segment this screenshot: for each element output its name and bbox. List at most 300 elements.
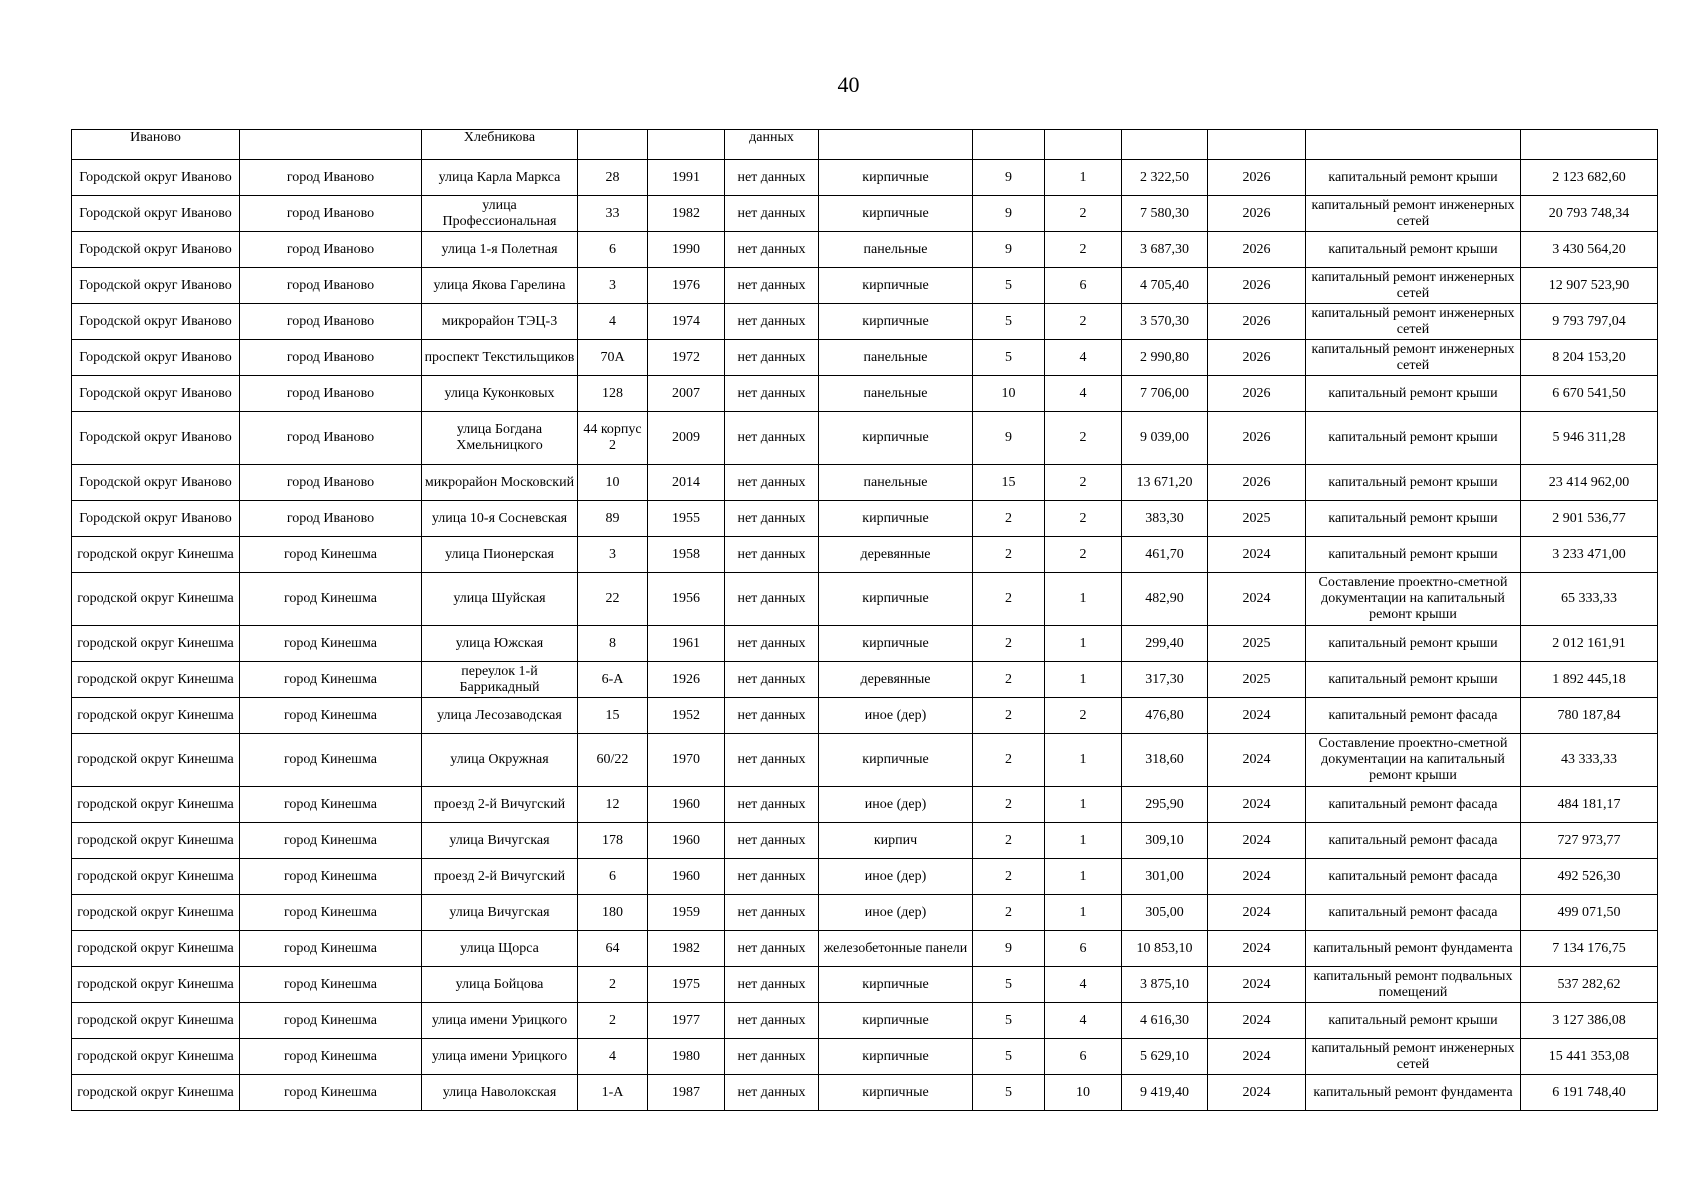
- cell-street: проспект Текстильщиков: [422, 340, 578, 376]
- cell-year-privatization: нет данных: [725, 304, 819, 340]
- cell-year-privatization: нет данных: [725, 232, 819, 268]
- cell-planned-year: 2026: [1208, 465, 1306, 501]
- table-row: [72, 859, 1658, 895]
- cell-planned-year: 2024: [1208, 1039, 1306, 1075]
- table-row: [72, 931, 1658, 967]
- table-row: [72, 573, 1658, 626]
- cell-house-number: 8: [578, 626, 648, 662]
- cell-planned-year: 2024: [1208, 895, 1306, 931]
- cell-settlement: город Кинешма: [240, 573, 422, 626]
- cell-area: 3 875,10: [1122, 967, 1208, 1003]
- cell-area: 299,40: [1122, 626, 1208, 662]
- cell-settlement: город Кинешма: [240, 1003, 422, 1039]
- cell-settlement: город Иваново: [240, 160, 422, 196]
- cell-cost: 780 187,84: [1521, 698, 1658, 734]
- cell-year-privatization: нет данных: [725, 1039, 819, 1075]
- cell-wall-material: кирпичные: [819, 573, 973, 626]
- cell-planned-year: 2024: [1208, 787, 1306, 823]
- cell-entrances: 2: [1045, 537, 1122, 573]
- cell-municipality: Городской округ Иваново: [72, 304, 240, 340]
- cell-area: 482,90: [1122, 573, 1208, 626]
- table-row: [72, 501, 1658, 537]
- cell-street: улица Вичугская: [422, 895, 578, 931]
- cell-floors: [973, 130, 1045, 160]
- cell-municipality: Городской округ Иваново: [72, 232, 240, 268]
- cell-cost: 5 946 311,28: [1521, 412, 1658, 465]
- cell-year-built: 1926: [648, 662, 725, 698]
- cell-wall-material: кирпичные: [819, 268, 973, 304]
- cell-year-privatization: нет данных: [725, 931, 819, 967]
- cell-year-privatization: нет данных: [725, 573, 819, 626]
- cell-wall-material: иное (дер): [819, 787, 973, 823]
- cell-year-built: 2007: [648, 376, 725, 412]
- cell-area: 4 705,40: [1122, 268, 1208, 304]
- cell-entrances: 2: [1045, 196, 1122, 232]
- table-row: [72, 232, 1658, 268]
- cell-wall-material: кирпичные: [819, 967, 973, 1003]
- cell-work-type: капитальный ремонт фасада: [1306, 859, 1521, 895]
- cell-street: улица Шуйская: [422, 573, 578, 626]
- housing-repair-table: [71, 129, 1658, 1111]
- cell-year-built: 1972: [648, 340, 725, 376]
- cell-entrances: 2: [1045, 412, 1122, 465]
- cell-work-type: капитальный ремонт инженерных сетей: [1306, 196, 1521, 232]
- cell-wall-material: деревянные: [819, 537, 973, 573]
- cell-year-privatization: нет данных: [725, 501, 819, 537]
- table-row: [72, 268, 1658, 304]
- cell-entrances: 10: [1045, 1075, 1122, 1111]
- cell-work-type: капитальный ремонт крыши: [1306, 465, 1521, 501]
- cell-year-privatization: нет данных: [725, 967, 819, 1003]
- cell-floors: 5: [973, 1003, 1045, 1039]
- table-row: [72, 1075, 1658, 1111]
- cell-settlement: город Кинешма: [240, 662, 422, 698]
- cell-municipality: городской округ Кинешма: [72, 573, 240, 626]
- cell-entrances: 1: [1045, 626, 1122, 662]
- table-row: [72, 698, 1658, 734]
- cell-year-built: 1970: [648, 734, 725, 787]
- cell-house-number: 12: [578, 787, 648, 823]
- cell-work-type: Составление проектно-сметной документации на капитальный ремонт крыши: [1306, 734, 1521, 787]
- cell-year-privatization: нет данных: [725, 1003, 819, 1039]
- cell-floors: 5: [973, 1039, 1045, 1075]
- cell-year-built: 2014: [648, 465, 725, 501]
- cell-street: улица Карла Маркса: [422, 160, 578, 196]
- cell-floors: 5: [973, 967, 1045, 1003]
- cell-floors: 5: [973, 268, 1045, 304]
- cell-area: 9 419,40: [1122, 1075, 1208, 1111]
- cell-settlement: город Кинешма: [240, 1075, 422, 1111]
- cell-area: 4 616,30: [1122, 1003, 1208, 1039]
- cell-house-number: 1-А: [578, 1075, 648, 1111]
- cell-wall-material: кирпичные: [819, 1039, 973, 1075]
- cell-entrances: 4: [1045, 1003, 1122, 1039]
- cell-floors: 9: [973, 931, 1045, 967]
- cell-settlement: город Кинешма: [240, 734, 422, 787]
- cell-wall-material: железобетонные панели: [819, 931, 973, 967]
- cell-floors: 2: [973, 895, 1045, 931]
- cell-area: 5 629,10: [1122, 1039, 1208, 1075]
- cell-municipality: городской округ Кинешма: [72, 1003, 240, 1039]
- cell-settlement: город Кинешма: [240, 537, 422, 573]
- cell-year-built: 1982: [648, 931, 725, 967]
- cell-municipality: Иваново: [72, 130, 240, 160]
- cell-municipality: городской округ Кинешма: [72, 698, 240, 734]
- cell-year-privatization: нет данных: [725, 465, 819, 501]
- cell-floors: 2: [973, 859, 1045, 895]
- cell-year-built: 1955: [648, 501, 725, 537]
- cell-street: улица Вичугская: [422, 823, 578, 859]
- cell-settlement: город Иваново: [240, 412, 422, 465]
- cell-area: 309,10: [1122, 823, 1208, 859]
- cell-house-number: 64: [578, 931, 648, 967]
- cell-municipality: Городской округ Иваново: [72, 196, 240, 232]
- table-row: [72, 626, 1658, 662]
- cell-settlement: город Кинешма: [240, 967, 422, 1003]
- cell-area: 3 570,30: [1122, 304, 1208, 340]
- cell-wall-material: кирпичные: [819, 196, 973, 232]
- cell-floors: 2: [973, 698, 1045, 734]
- cell-street: улица Лесозаводская: [422, 698, 578, 734]
- cell-street: улица 10-я Сосневская: [422, 501, 578, 537]
- cell-cost: 2 123 682,60: [1521, 160, 1658, 196]
- cell-wall-material: панельные: [819, 376, 973, 412]
- cell-floors: 9: [973, 196, 1045, 232]
- cell-year-built: 1960: [648, 787, 725, 823]
- cell-year-privatization: нет данных: [725, 376, 819, 412]
- table-row: [72, 967, 1658, 1003]
- cell-entrances: 2: [1045, 232, 1122, 268]
- cell-year-privatization: нет данных: [725, 859, 819, 895]
- table-row: [72, 376, 1658, 412]
- cell-cost: 3 127 386,08: [1521, 1003, 1658, 1039]
- cell-municipality: городской округ Кинешма: [72, 537, 240, 573]
- cell-area: 295,90: [1122, 787, 1208, 823]
- cell-settlement: город Иваново: [240, 501, 422, 537]
- cell-planned-year: 2026: [1208, 340, 1306, 376]
- cell-municipality: городской округ Кинешма: [72, 1075, 240, 1111]
- cell-cost: 15 441 353,08: [1521, 1039, 1658, 1075]
- cell-work-type: капитальный ремонт инженерных сетей: [1306, 268, 1521, 304]
- cell-year-privatization: нет данных: [725, 895, 819, 931]
- cell-area: 10 853,10: [1122, 931, 1208, 967]
- cell-year-built: 1990: [648, 232, 725, 268]
- cell-year-built: 1958: [648, 537, 725, 573]
- cell-entrances: 4: [1045, 967, 1122, 1003]
- cell-house-number: 4: [578, 1039, 648, 1075]
- cell-cost: 9 793 797,04: [1521, 304, 1658, 340]
- cell-planned-year: 2024: [1208, 1003, 1306, 1039]
- cell-cost: 65 333,33: [1521, 573, 1658, 626]
- table-row: [72, 1039, 1658, 1075]
- cell-floors: 2: [973, 823, 1045, 859]
- table-row: [72, 823, 1658, 859]
- cell-floors: 9: [973, 232, 1045, 268]
- cell-planned-year: 2024: [1208, 734, 1306, 787]
- cell-floors: 9: [973, 160, 1045, 196]
- cell-house-number: 60/22: [578, 734, 648, 787]
- cell-municipality: Городской округ Иваново: [72, 376, 240, 412]
- cell-settlement: город Иваново: [240, 376, 422, 412]
- cell-area: 301,00: [1122, 859, 1208, 895]
- table-row: [72, 895, 1658, 931]
- table-row: [72, 130, 1658, 160]
- table-row: [72, 1003, 1658, 1039]
- cell-year-privatization: нет данных: [725, 340, 819, 376]
- cell-area: 317,30: [1122, 662, 1208, 698]
- cell-street: улица имени Урицкого: [422, 1039, 578, 1075]
- cell-year-built: 1977: [648, 1003, 725, 1039]
- cell-area: 383,30: [1122, 501, 1208, 537]
- cell-area: 2 990,80: [1122, 340, 1208, 376]
- cell-cost: 2 901 536,77: [1521, 501, 1658, 537]
- cell-settlement: город Кинешма: [240, 1039, 422, 1075]
- cell-year-built: [648, 130, 725, 160]
- cell-floors: 2: [973, 573, 1045, 626]
- cell-planned-year: 2024: [1208, 1075, 1306, 1111]
- cell-street: улица имени Урицкого: [422, 1003, 578, 1039]
- cell-street: улица Богдана Хмельницкого: [422, 412, 578, 465]
- cell-year-privatization: нет данных: [725, 626, 819, 662]
- cell-settlement: город Кинешма: [240, 895, 422, 931]
- cell-planned-year: 2025: [1208, 501, 1306, 537]
- cell-cost: [1521, 130, 1658, 160]
- cell-entrances: 2: [1045, 501, 1122, 537]
- cell-street: улица Якова Гарелина: [422, 268, 578, 304]
- cell-floors: 2: [973, 537, 1045, 573]
- cell-work-type: капитальный ремонт крыши: [1306, 662, 1521, 698]
- cell-year-privatization: данных: [725, 130, 819, 160]
- table-row: [72, 465, 1658, 501]
- cell-work-type: капитальный ремонт крыши: [1306, 1003, 1521, 1039]
- cell-wall-material: панельные: [819, 340, 973, 376]
- cell-planned-year: 2026: [1208, 232, 1306, 268]
- cell-municipality: городской округ Кинешма: [72, 967, 240, 1003]
- page-number: 40: [837, 72, 860, 97]
- cell-planned-year: 2026: [1208, 268, 1306, 304]
- cell-work-type: капитальный ремонт крыши: [1306, 537, 1521, 573]
- cell-entrances: 2: [1045, 698, 1122, 734]
- table-row: [72, 662, 1658, 698]
- table-row: [72, 304, 1658, 340]
- cell-wall-material: иное (дер): [819, 895, 973, 931]
- cell-street: улица Пионерская: [422, 537, 578, 573]
- cell-year-privatization: нет данных: [725, 412, 819, 465]
- cell-entrances: 6: [1045, 1039, 1122, 1075]
- cell-municipality: городской округ Кинешма: [72, 895, 240, 931]
- cell-street: микрорайон ТЭЦ-3: [422, 304, 578, 340]
- cell-year-built: 1952: [648, 698, 725, 734]
- cell-street: улица 1-я Полетная: [422, 232, 578, 268]
- cell-planned-year: 2025: [1208, 626, 1306, 662]
- cell-year-privatization: нет данных: [725, 662, 819, 698]
- cell-year-privatization: нет данных: [725, 160, 819, 196]
- cell-floors: 10: [973, 376, 1045, 412]
- cell-area: 3 687,30: [1122, 232, 1208, 268]
- cell-house-number: 3: [578, 537, 648, 573]
- table-row: [72, 196, 1658, 232]
- cell-year-built: 1982: [648, 196, 725, 232]
- cell-street: проезд 2-й Вичугский: [422, 859, 578, 895]
- cell-cost: 727 973,77: [1521, 823, 1658, 859]
- cell-settlement: город Кинешма: [240, 698, 422, 734]
- cell-entrances: 4: [1045, 340, 1122, 376]
- cell-wall-material: [819, 130, 973, 160]
- cell-area: 7 580,30: [1122, 196, 1208, 232]
- cell-street: проезд 2-й Вичугский: [422, 787, 578, 823]
- cell-work-type: капитальный ремонт фасада: [1306, 895, 1521, 931]
- cell-municipality: городской округ Кинешма: [72, 1039, 240, 1075]
- cell-settlement: город Иваново: [240, 232, 422, 268]
- table-row: [72, 734, 1658, 787]
- cell-entrances: 6: [1045, 268, 1122, 304]
- cell-street: переулок 1-й Баррикадный: [422, 662, 578, 698]
- cell-year-built: 1987: [648, 1075, 725, 1111]
- cell-work-type: капитальный ремонт крыши: [1306, 376, 1521, 412]
- cell-municipality: городской округ Кинешма: [72, 626, 240, 662]
- cell-entrances: [1045, 130, 1122, 160]
- cell-work-type: Составление проектно-сметной документации на капитальный ремонт крыши: [1306, 573, 1521, 626]
- cell-wall-material: кирпичные: [819, 1003, 973, 1039]
- cell-area: 2 322,50: [1122, 160, 1208, 196]
- cell-house-number: [578, 130, 648, 160]
- cell-year-privatization: нет данных: [725, 537, 819, 573]
- cell-year-built: 1976: [648, 268, 725, 304]
- cell-street: улица Куконковых: [422, 376, 578, 412]
- cell-house-number: 128: [578, 376, 648, 412]
- cell-work-type: капитальный ремонт инженерных сетей: [1306, 1039, 1521, 1075]
- cell-cost: 8 204 153,20: [1521, 340, 1658, 376]
- cell-work-type: капитальный ремонт фундамента: [1306, 1075, 1521, 1111]
- cell-wall-material: кирпичные: [819, 412, 973, 465]
- cell-year-privatization: нет данных: [725, 196, 819, 232]
- cell-cost: 6 191 748,40: [1521, 1075, 1658, 1111]
- cell-settlement: город Кинешма: [240, 931, 422, 967]
- cell-settlement: [240, 130, 422, 160]
- cell-municipality: Городской округ Иваново: [72, 412, 240, 465]
- table-row: [72, 160, 1658, 196]
- cell-area: [1122, 130, 1208, 160]
- cell-entrances: 1: [1045, 787, 1122, 823]
- cell-planned-year: 2026: [1208, 196, 1306, 232]
- cell-year-built: 1960: [648, 823, 725, 859]
- cell-house-number: 6-А: [578, 662, 648, 698]
- cell-settlement: город Иваново: [240, 340, 422, 376]
- cell-floors: 9: [973, 412, 1045, 465]
- cell-area: 13 671,20: [1122, 465, 1208, 501]
- cell-planned-year: 2024: [1208, 573, 1306, 626]
- cell-street: улица Окружная: [422, 734, 578, 787]
- table-row: [72, 537, 1658, 573]
- cell-work-type: капитальный ремонт фасада: [1306, 787, 1521, 823]
- cell-house-number: 70А: [578, 340, 648, 376]
- cell-cost: 499 071,50: [1521, 895, 1658, 931]
- cell-cost: 20 793 748,34: [1521, 196, 1658, 232]
- cell-wall-material: панельные: [819, 232, 973, 268]
- cell-entrances: 1: [1045, 573, 1122, 626]
- cell-settlement: город Иваново: [240, 268, 422, 304]
- cell-settlement: город Иваново: [240, 465, 422, 501]
- cell-house-number: 3: [578, 268, 648, 304]
- cell-year-privatization: нет данных: [725, 787, 819, 823]
- cell-street: улица Профессиональная: [422, 196, 578, 232]
- cell-entrances: 1: [1045, 662, 1122, 698]
- cell-wall-material: кирпичные: [819, 1075, 973, 1111]
- cell-entrances: 1: [1045, 160, 1122, 196]
- table-body: [72, 130, 1658, 1111]
- cell-street: улица Щорса: [422, 931, 578, 967]
- cell-work-type: капитальный ремонт фасада: [1306, 698, 1521, 734]
- cell-house-number: 4: [578, 304, 648, 340]
- cell-year-privatization: нет данных: [725, 823, 819, 859]
- cell-work-type: капитальный ремонт фасада: [1306, 823, 1521, 859]
- cell-cost: 3 430 564,20: [1521, 232, 1658, 268]
- cell-entrances: 1: [1045, 859, 1122, 895]
- cell-house-number: 180: [578, 895, 648, 931]
- cell-wall-material: иное (дер): [819, 859, 973, 895]
- cell-wall-material: деревянные: [819, 662, 973, 698]
- cell-cost: 7 134 176,75: [1521, 931, 1658, 967]
- cell-work-type: капитальный ремонт фундамента: [1306, 931, 1521, 967]
- cell-planned-year: 2024: [1208, 823, 1306, 859]
- cell-cost: 492 526,30: [1521, 859, 1658, 895]
- cell-year-built: 1975: [648, 967, 725, 1003]
- cell-house-number: 178: [578, 823, 648, 859]
- cell-entrances: 4: [1045, 376, 1122, 412]
- cell-floors: 2: [973, 787, 1045, 823]
- cell-municipality: Городской округ Иваново: [72, 501, 240, 537]
- cell-settlement: город Кинешма: [240, 626, 422, 662]
- cell-house-number: 33: [578, 196, 648, 232]
- cell-planned-year: 2024: [1208, 931, 1306, 967]
- cell-street: улица Наволокская: [422, 1075, 578, 1111]
- cell-floors: 5: [973, 340, 1045, 376]
- cell-planned-year: 2024: [1208, 537, 1306, 573]
- cell-cost: 1 892 445,18: [1521, 662, 1658, 698]
- cell-settlement: город Кинешма: [240, 859, 422, 895]
- cell-year-built: 1974: [648, 304, 725, 340]
- cell-planned-year: 2026: [1208, 160, 1306, 196]
- table-row: [72, 787, 1658, 823]
- cell-floors: 2: [973, 501, 1045, 537]
- cell-work-type: капитальный ремонт крыши: [1306, 232, 1521, 268]
- cell-planned-year: 2024: [1208, 698, 1306, 734]
- cell-floors: 15: [973, 465, 1045, 501]
- cell-wall-material: кирпичные: [819, 734, 973, 787]
- cell-entrances: 6: [1045, 931, 1122, 967]
- cell-house-number: 2: [578, 967, 648, 1003]
- cell-year-built: 1959: [648, 895, 725, 931]
- cell-entrances: 2: [1045, 304, 1122, 340]
- cell-settlement: город Иваново: [240, 304, 422, 340]
- cell-municipality: городской округ Кинешма: [72, 823, 240, 859]
- cell-house-number: 89: [578, 501, 648, 537]
- cell-wall-material: кирпичные: [819, 626, 973, 662]
- cell-wall-material: кирпичные: [819, 304, 973, 340]
- cell-work-type: капитальный ремонт крыши: [1306, 160, 1521, 196]
- cell-planned-year: 2024: [1208, 859, 1306, 895]
- cell-cost: 43 333,33: [1521, 734, 1658, 787]
- cell-street: Хлебникова: [422, 130, 578, 160]
- cell-year-privatization: нет данных: [725, 1075, 819, 1111]
- cell-floors: 5: [973, 1075, 1045, 1111]
- cell-year-built: 1961: [648, 626, 725, 662]
- cell-cost: 12 907 523,90: [1521, 268, 1658, 304]
- cell-settlement: город Кинешма: [240, 787, 422, 823]
- cell-cost: 3 233 471,00: [1521, 537, 1658, 573]
- cell-work-type: капитальный ремонт крыши: [1306, 626, 1521, 662]
- cell-planned-year: 2026: [1208, 412, 1306, 465]
